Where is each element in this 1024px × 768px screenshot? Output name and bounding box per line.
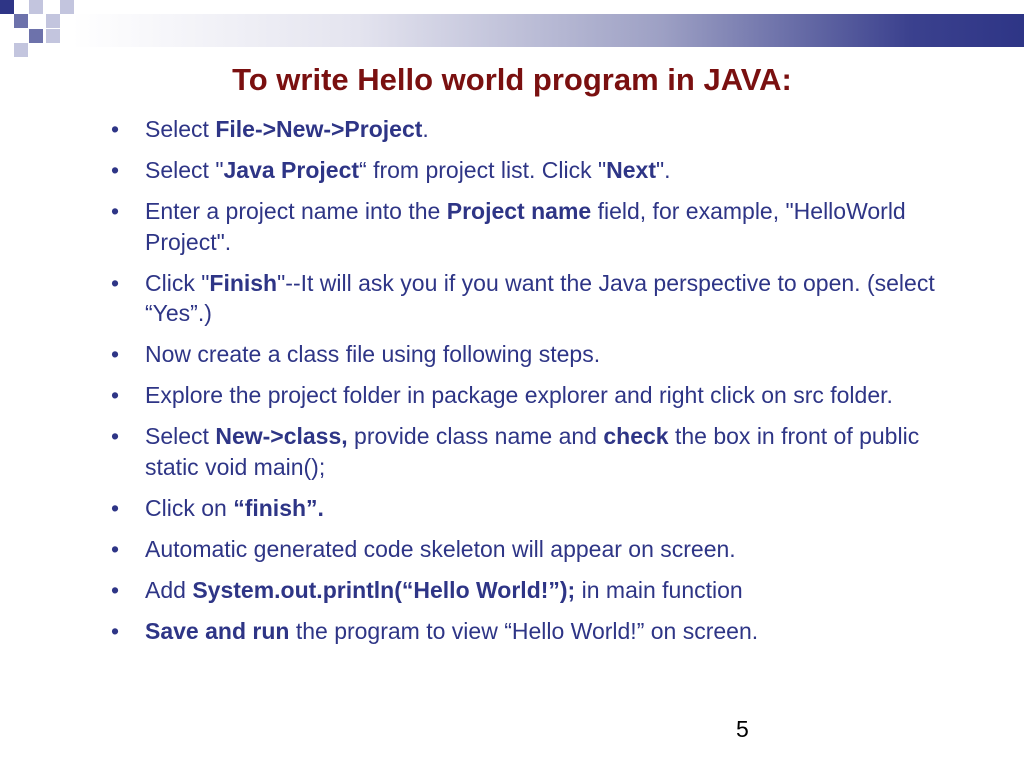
list-item: • Enter a project name into the Project name field, for example, "HelloWorld Project". (111, 198, 906, 255)
instruction-list (108, 114, 968, 657)
bullet-icon: • (111, 423, 120, 449)
header-gradient-bar (72, 14, 1024, 47)
list-item: • Add System.out.println(“Hello World!”); in main function (108, 575, 968, 606)
slide-title: To write Hello world program in JAVA: (232, 62, 792, 97)
bullet-icon: • (111, 494, 120, 521)
bullet-icon: • (111, 198, 120, 224)
bullet-icon: • (111, 157, 120, 183)
bullet-icon: • (111, 341, 120, 367)
list-item: • Select File->New->Project. (108, 114, 968, 145)
corner-square-decoration (29, 0, 43, 14)
corner-square-decoration (0, 0, 14, 14)
corner-square-decoration (46, 14, 60, 28)
corner-square-decoration (60, 0, 74, 14)
corner-square-decoration (46, 29, 60, 43)
bullet-icon: • (111, 535, 120, 562)
bullet-icon: • (111, 116, 120, 142)
list-item: • Click "Finish"--It will ask you if you want the Java perspective to open. (select “Yes”.) (111, 269, 935, 326)
bullet-icon: • (111, 382, 120, 408)
list-item: • Now create a class file using following steps. (108, 339, 968, 370)
corner-square-decoration (29, 29, 43, 43)
list-item: • Explore the project folder in package explorer and right click on src folder. (108, 380, 968, 411)
bullet-icon: • (111, 576, 120, 603)
list-item: • Save and run the program to view “Hello World!” on screen. (108, 616, 968, 647)
corner-square-decoration (14, 43, 28, 57)
page-number: 5 (736, 716, 749, 742)
bullet-icon: • (111, 269, 120, 296)
bullet-icon: • (111, 617, 120, 644)
list-item: • Click on “finish”. (108, 493, 968, 524)
corner-square-decoration (14, 14, 28, 28)
list-item: • Automatic generated code skeleton will appear on screen. (108, 534, 968, 565)
list-item: • Select "Java Project“ from project list. Click "Next". (108, 155, 968, 186)
list-item: • Select New->class, provide class name and check the box in front of public static void main(); (111, 423, 920, 480)
